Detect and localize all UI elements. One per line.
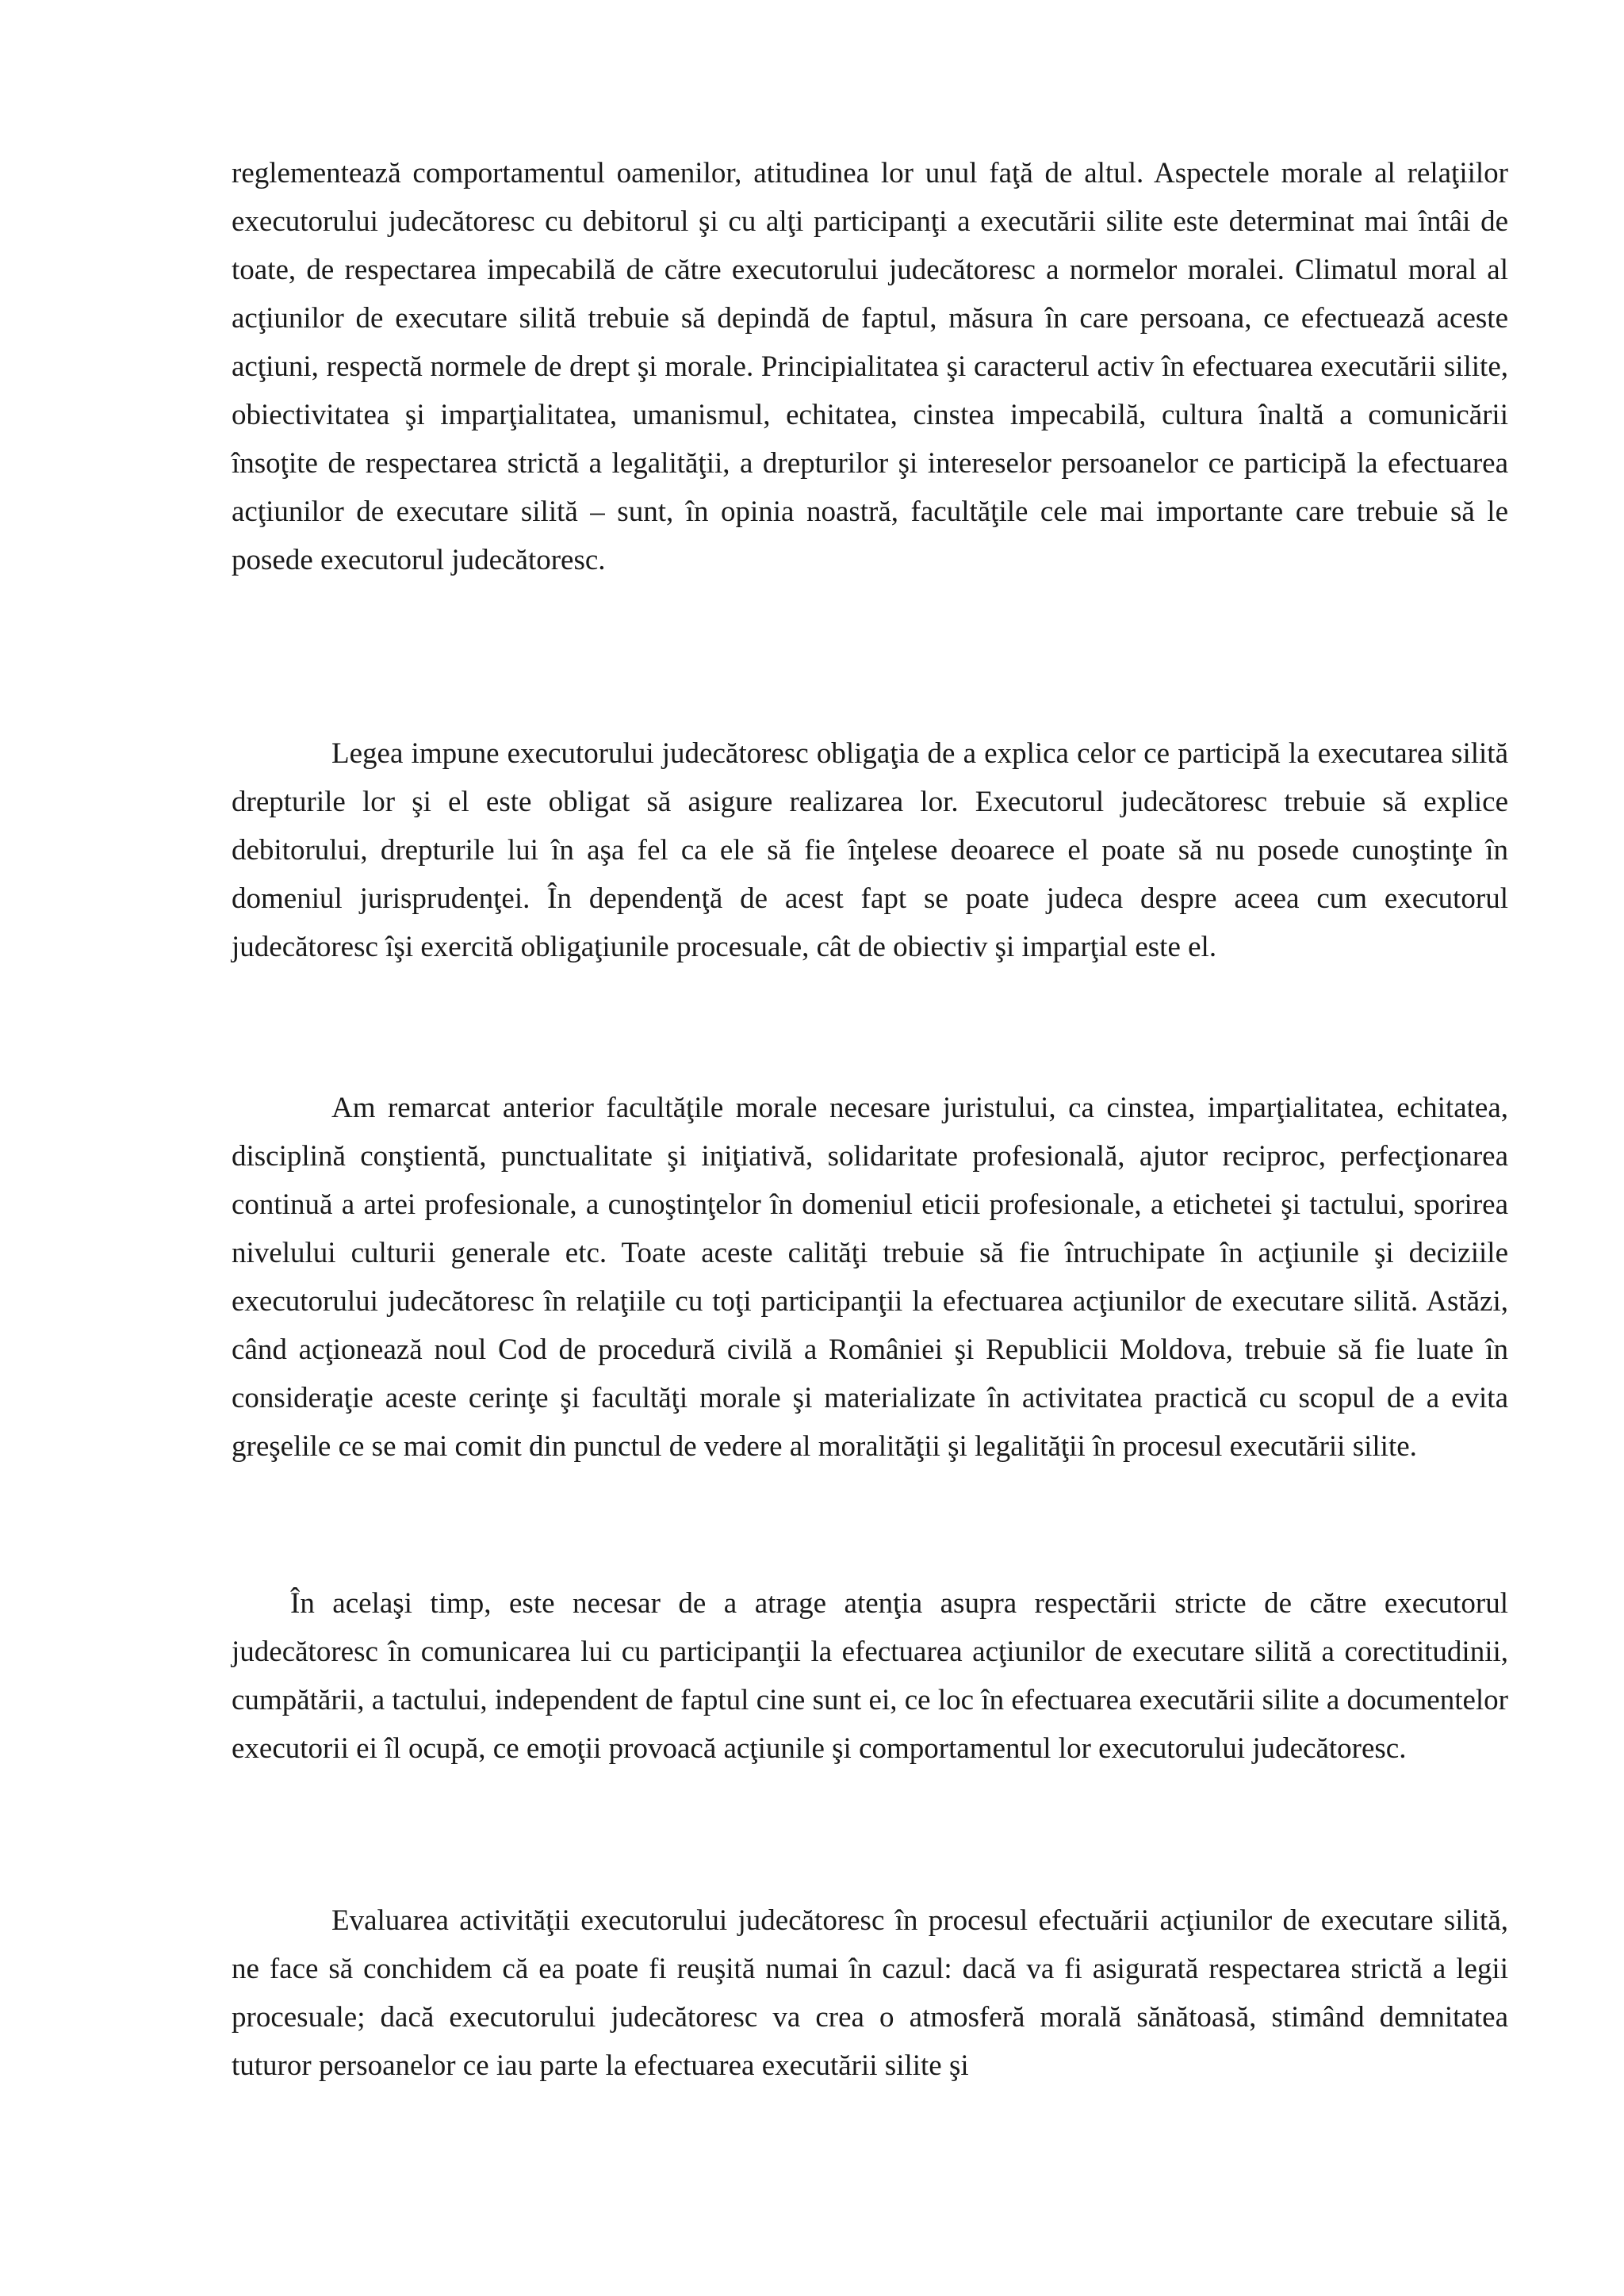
paragraph-5: Evaluarea activităţii executorului judecătoresc în procesul efectuării acţiunilor de executare silită, ne face să conchidem că ea poate fi reuşită numai în cazul: dacă va fi asigurată respectarea strictă a legii procesuale; dacă executorului judecătoresc va crea o atmosferă morală sănătoasă, stimând demnitatea tuturor persoanelor ce iau parte la efectuarea executării silite şi xyxy=(232,1904,1508,2082)
paragraph-3: Am remarcat anterior facultăţile morale necesare juristului, ca cinstea, imparţialitatea, echitatea, disciplină conştientă, punctualitate şi iniţiativă, solidaritate profesională, ajutor reciproc, perfecţionarea continuă a artei profesionale, a cunoştinţelor în domeniul eticii profesionale, a etichetei şi tactului, sporirea nivelului culturii generale etc. Toate aceste calităţi trebuie să fie întruchipate în acţiunile şi deciziile executorului judecătoresc în relaţiile cu toţi participanţii la efectuarea acţiunilor de executare silită. Astăzi, când acţionează noul Cod de procedură civilă a României şi Republicii Moldova, trebuie să fie luate în consideraţie aceste cerinţe şi facultăţi morale şi materializate în activitatea practică cu scopul de a evita greşelile ce se mai comit din punctul de vedere al moralităţii şi legalităţii în procesul executării silite. xyxy=(232,1092,1508,1463)
paragraph-2: Legea impune executorului judecătoresc obligaţia de a explica celor ce participă la executarea silită drepturile lor şi el este obligat să asigure realizarea lor. Executorul judecătoresc trebuie să explice debitorului, drepturile lui în aşa fel ca ele să fie înţelese deoarece el poate să nu posede cunoştinţe în domeniul jurisprudenţei. În dependenţă de acest fapt se poate judeca despre aceea cum executorul judecătoresc îşi exercită obligaţiunile procesuale, cât de obiectiv şi imparţial este el. xyxy=(232,737,1508,963)
paragraph-1: reglementează comportamentul oamenilor, atitudinea lor unul faţă de altul. Aspectele morale al relaţiilor executorului judecătoresc cu debitorul şi cu alţi participanţi a executării silite este determinat mai întâi de toate, de respectarea impecabilă de către executorului judecătoresc a normelor moralei. Climatul moral al acţiunilor de executare silită trebuie să depindă de faptul, măsura în care persoana, ce efectuează aceste acţiuni, respectă normele de drept şi morale. Principialitatea şi caracterul activ în efectuarea executării silite, obiectivitatea şi imparţialitatea, umanismul, echitatea, cinstea impecabilă, cultura înaltă a comunicării însoţite de respectarea strictă a legalităţii, a drepturilor şi intereselor persoanelor ce participă la efectuarea acţiunilor de executare silită – sunt, în opinia noastră, facultăţile cele mai importante care trebuie să le posede executorul judecătoresc. xyxy=(232,157,1508,576)
paragraph-4: În acelaşi timp, este necesar de a atrage atenţia asupra respectării stricte de către executorul judecătoresc în comunicarea lui cu participanţii la efectuarea acţiunilor de executare silită a corectitudinii, cumpătării, a tactului, independent de faptul cine sunt ei, ce loc în efectuarea executării silite a documentelor executorii ei îl ocupă, ce emoţii provoacă acţiunile şi comportamentul lor executorului judecătoresc. xyxy=(232,1587,1508,1765)
